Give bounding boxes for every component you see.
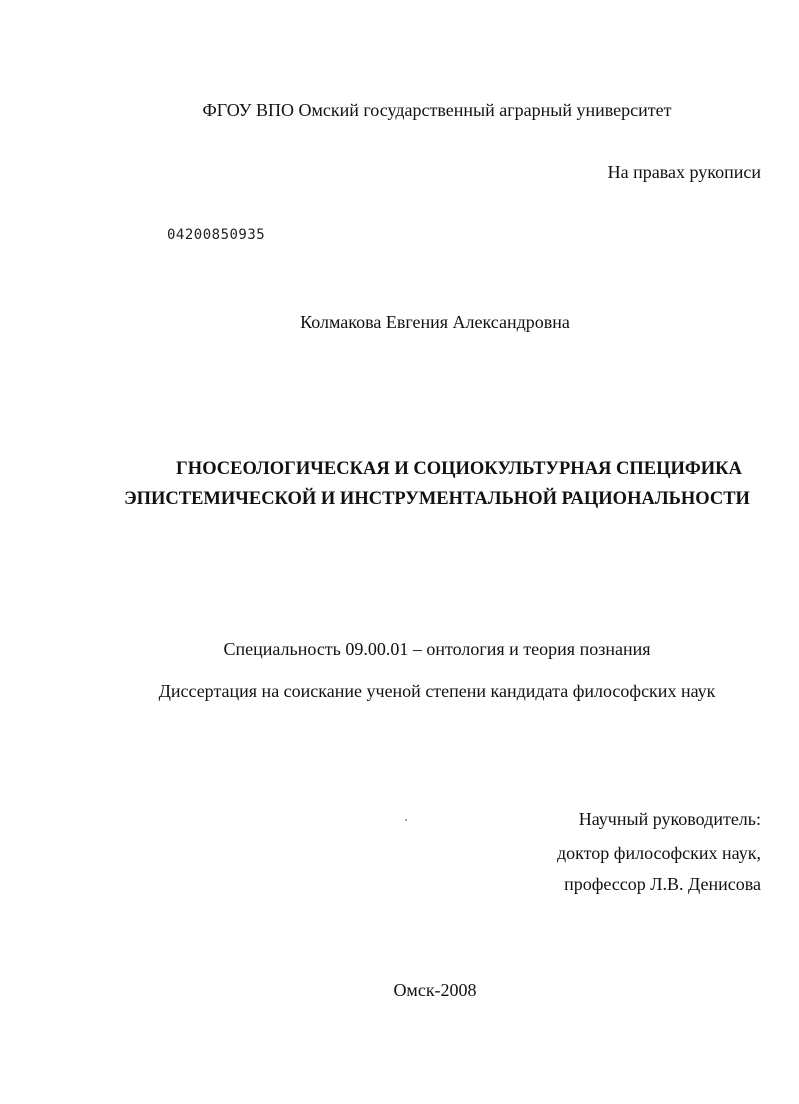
supervisor-degree: доктор философских наук, [557, 843, 761, 863]
supervisor-label: Научный руководитель: [578, 809, 761, 829]
dissertation-degree: Диссертация на соискание ученой степени кандидата философских наук [158, 681, 716, 701]
scan-speck [405, 819, 407, 821]
archive-number-stamp: 04200850935 [167, 227, 266, 243]
institution-name: ФГОУ ВПО Омский государственный аграрный университет [202, 100, 672, 120]
dissertation-title-line-2: ЭПИСТЕМИЧЕСКОЙ И ИНСТРУМЕНТАЛЬНОЙ РАЦИОНАЛЬНОСТИ [124, 489, 750, 509]
manuscript-note: На правах рукописи [607, 162, 761, 182]
author-name: Колмакова Евгения Александровна [300, 312, 570, 332]
specialty: Специальность 09.00.01 – онтология и теория познания [223, 639, 651, 659]
dissertation-title-line-1: ГНОСЕОЛОГИЧЕСКАЯ И СОЦИОКУЛЬТУРНАЯ СПЕЦИФИКА [176, 459, 742, 479]
city-year: Омск-2008 [393, 980, 477, 1000]
supervisor-name: профессор Л.В. Денисова [564, 874, 761, 894]
